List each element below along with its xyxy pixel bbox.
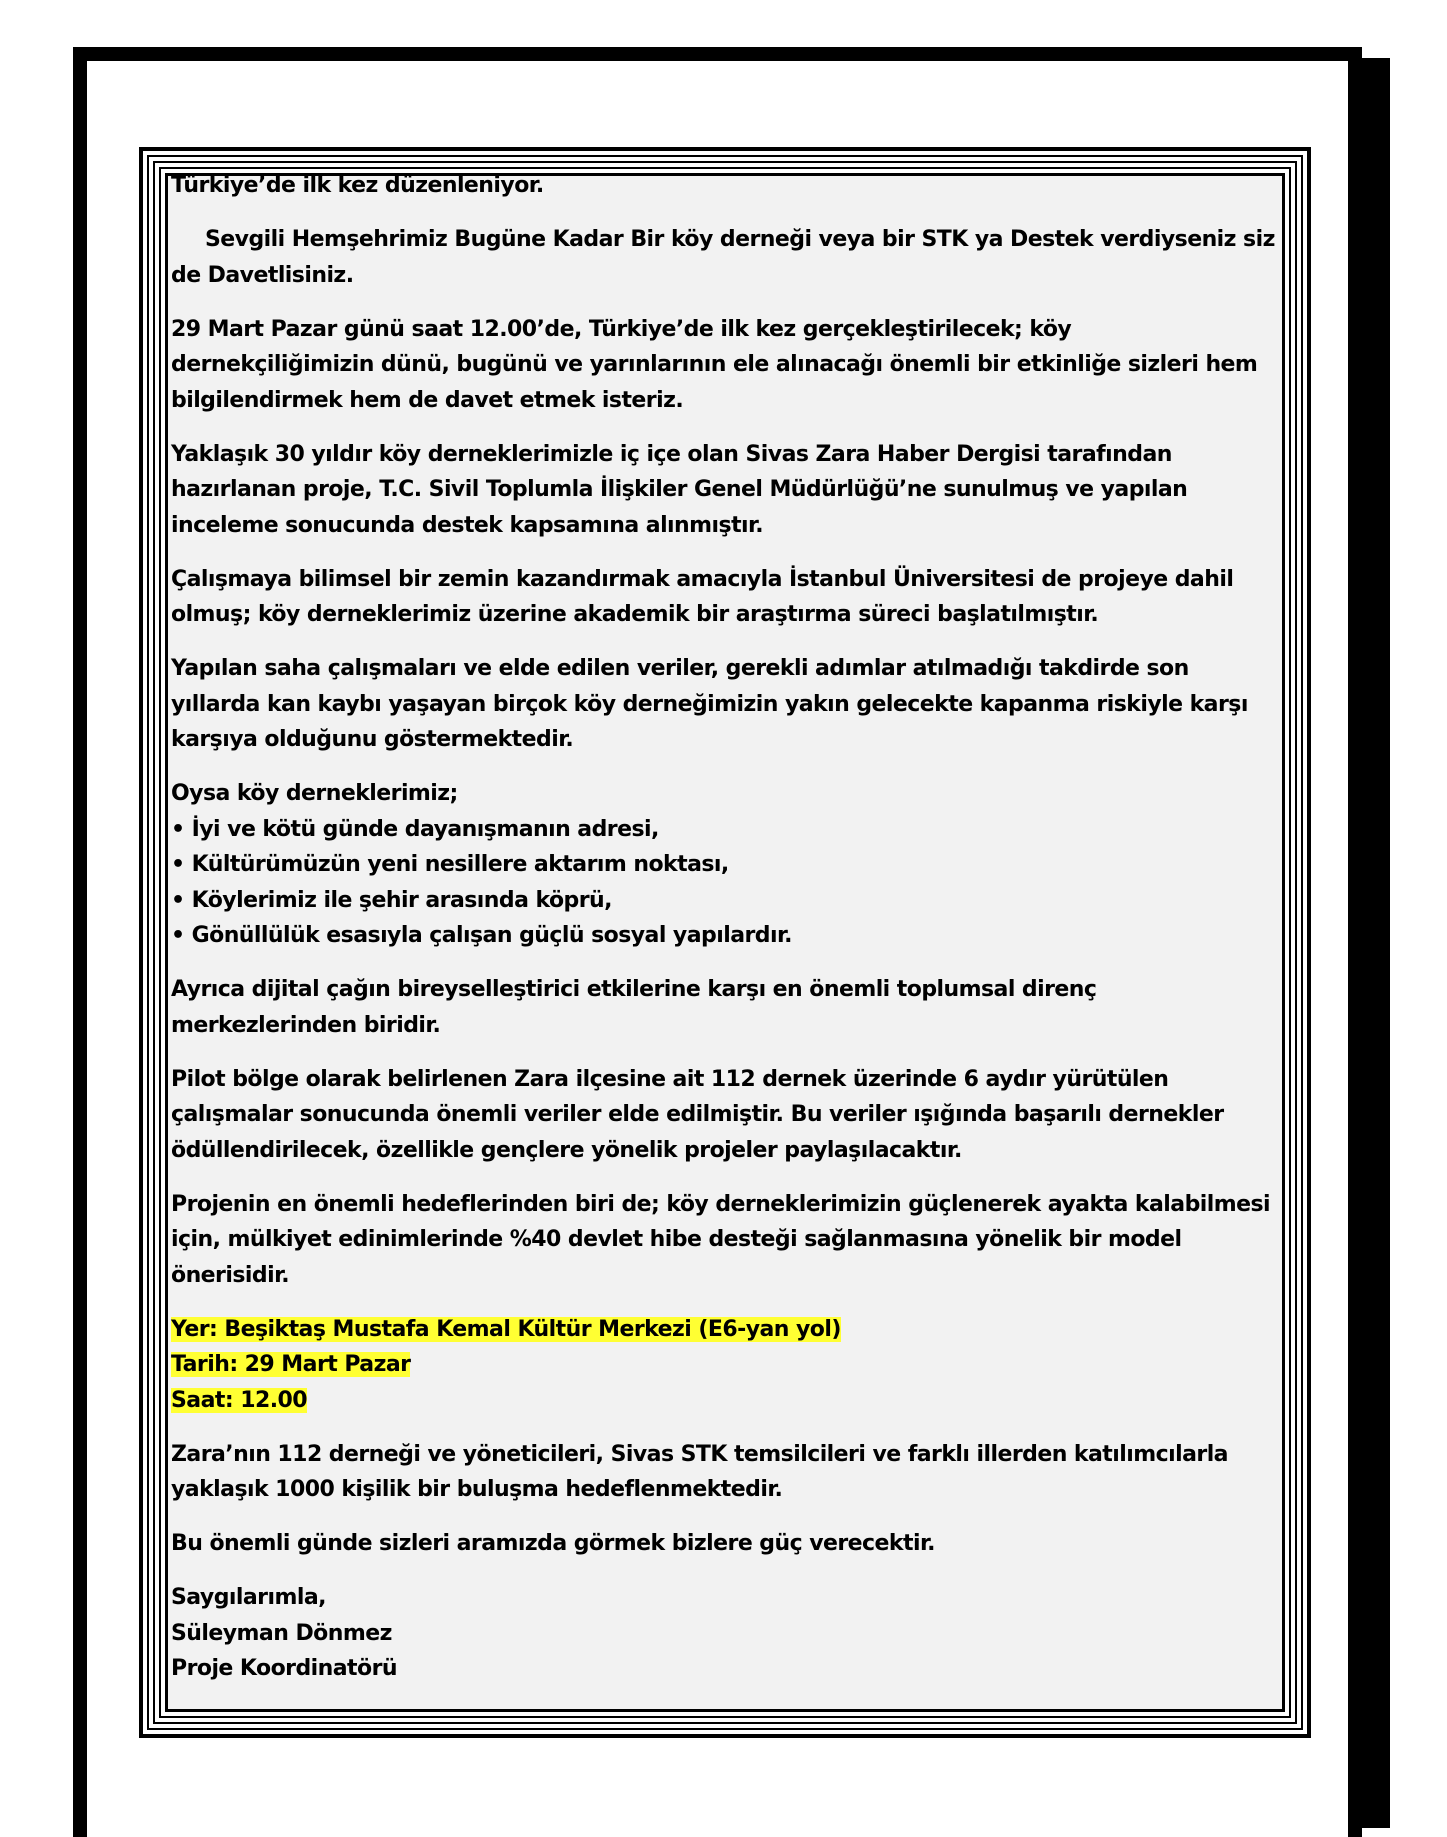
list-intro: Oysa köy derneklerimiz;: [171, 781, 458, 806]
paragraph-goal: Projenin en önemli hedeflerinden biri de; köy derneklerimizin güçlenerek ayakta kalabilmesi için, mülkiyet edinimlerinde %40 devlet hibe desteği sağlanmasına yönelik bir model önerisidir.: [171, 1191, 1271, 1288]
paragraph-pilot-region: Pilot bölge olarak belirlenen Zara ilçesine ait 112 dernek üzerinde 6 aydır yürütülen çalışmalar sonucunda önemli veriler elde edilmiştir. Bu veriler ışığında başarılı dernekler ödüllendirilecek, özellikle gençlere yönelik projeler paylaşılacaktır.: [171, 1066, 1224, 1163]
list-item: • Köylerimiz ile şehir arasında köprü,: [171, 883, 1281, 919]
list-item: • İyi ve kötü günde dayanışmanın adresi,: [171, 812, 1281, 848]
greeting-paragraph: Sevgili Hemşehrimiz Bugüne Kadar Bir köy derneği veya bir STK ya Destek verdiyseniz siz de Davetlisiniz.: [171, 227, 1275, 288]
associations-list: [171, 776, 1281, 954]
signature-title: Proje Koordinatörü: [171, 1656, 397, 1681]
event-location: Yer: Beşiktaş Mustafa Kemal Kültür Merkezi (E6-yan yol): [171, 1316, 841, 1342]
event-time: Saat: 12.00: [171, 1387, 308, 1413]
signature-name: Süleyman Dönmez: [171, 1620, 392, 1646]
paragraph-academic: Çalışmaya bilimsel bir zemin kazandırmak amacıyla İstanbul Üniversitesi de projeye dahil olmuş; köy derneklerimiz üzerine akademik bir araştırma süreci başlatılmıştır.: [171, 566, 1234, 627]
letter-body: [171, 168, 1281, 1705]
event-details: [171, 1312, 1281, 1419]
paragraph-attendance: Zara’nın 112 derneği ve yöneticileri, Sivas STK temsilcileri ve farklı illerden katılımcılarla yaklaşık 1000 kişilik bir buluşma hedeflenmektedir.: [171, 1441, 1228, 1502]
paragraph-risk: Yapılan saha çalışmaları ve elde edilen veriler, gerekli adımlar atılmadığı takdirde son yıllarda kan kaybı yaşayan birçok köy derneğimizin yakın gelecekte kapanma riskiyle karşı karşıya olduğunu göstermektedir.: [171, 656, 1248, 752]
signature-salutation: Saygılarımla,: [171, 1585, 326, 1610]
signature-block: [171, 1580, 1281, 1687]
paragraph-digital-age: Ayrıca dijital çağın bireyselleştirici etkilerine karşı en önemli toplumsal direnç merkezlerinden biridir.: [171, 977, 1097, 1038]
paragraph-event-intro: 29 Mart Pazar günü saat 12.00’de, Türkiye’de ilk kez gerçekleştirilecek; köy dernekçiliğimizin dünü, bugünü ve yarınlarının ele alınacağı önemli bir etkinliğe sizleri hem bilgilendirmek hem de davet etmek isteriz.: [171, 316, 1258, 413]
letter-heading: Türkiye’de ilk kez düzenleniyor.: [171, 173, 544, 198]
paragraph-project-origin: Yaklaşık 30 yıldır köy derneklerimizle iç içe olan Sivas Zara Haber Dergisi tarafından hazırlanan proje, T.C. Sivil Toplumla İlişkiler Genel Müdürlüğü’ne sunulmuş ve yapılan inceleme sonucunda destek kapsamına alınmıştır.: [171, 441, 1188, 538]
list-item: • Gönüllülük esasıyla çalışan güçlü sosyal yapılardır.: [171, 918, 1281, 954]
paragraph-closing: Bu önemli günde sizleri aramızda görmek bizlere güç verecektir.: [171, 1531, 935, 1556]
list-item: • Kültürümüzün yeni nesillere aktarım noktası,: [171, 847, 1281, 883]
event-date: Tarih: 29 Mart Pazar: [171, 1352, 411, 1377]
